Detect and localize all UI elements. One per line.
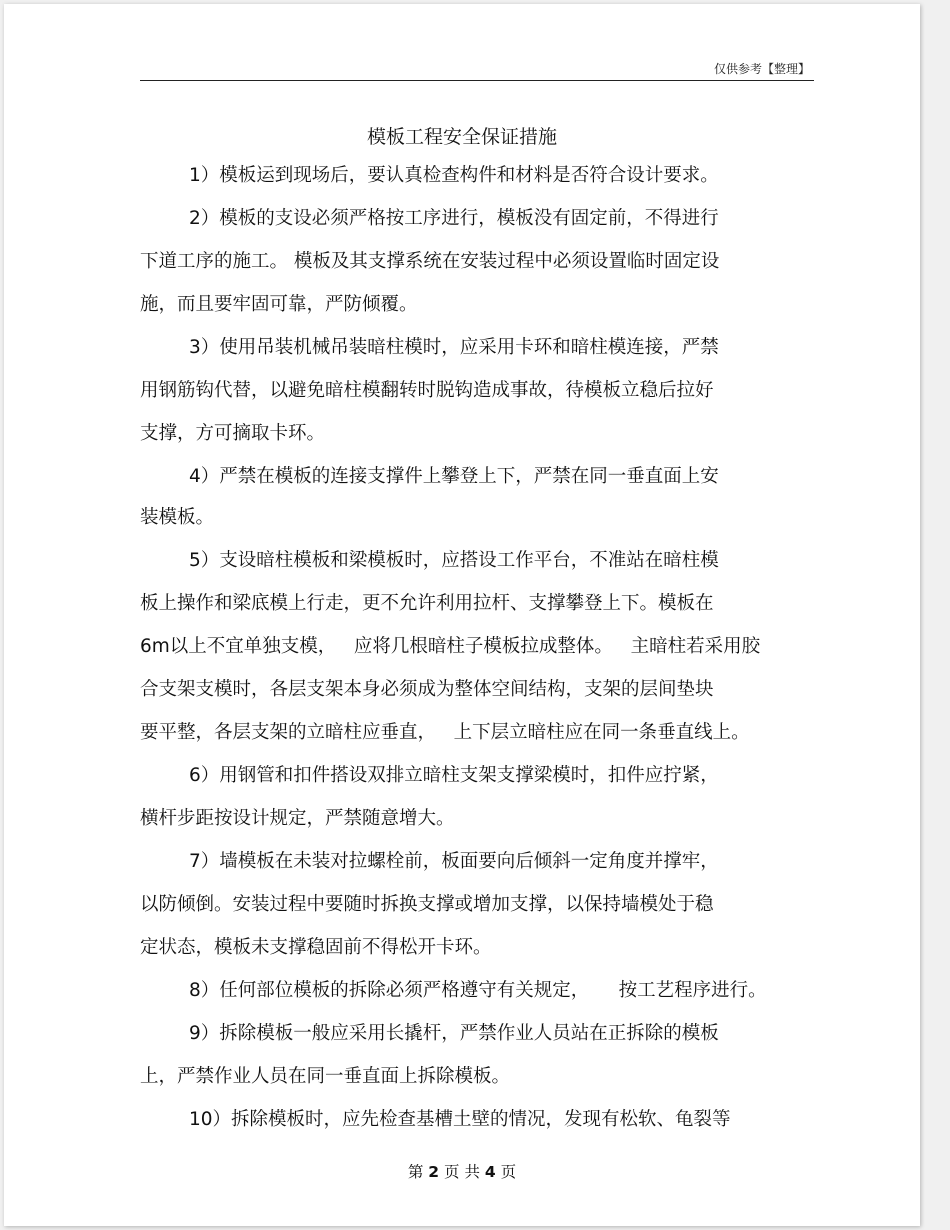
- text-line: 10）拆除模板时，应先检查基槽土壁的情况，发现有松软、龟裂等: [189, 1109, 731, 1130]
- text-line: 以防倾倒。安装过程中要随时拆换支撑或增加支撑，以保持墙模处于稳: [140, 894, 714, 915]
- text-line: 要平整，各层支架的立暗柱应垂直， 上下层立暗柱应在同一条垂直线上。: [140, 722, 750, 743]
- text-line: 2）模板的支设必须严格按工序进行，模板没有固定前，不得进行: [189, 208, 719, 229]
- text-line: 6）用钢管和扣件搭设双排立暗柱支架支撑梁模时，扣件应拧紧，: [189, 765, 719, 786]
- text-line: 横杆步距按设计规定，严禁随意增大。: [140, 808, 455, 829]
- text-line: 板上操作和梁底模上行走，更不允许利用拉杆、支撑攀登上下。模板在: [140, 593, 714, 614]
- current-page-number: 2: [428, 1163, 440, 1181]
- text-line: 定状态，模板未支撑稳固前不得松开卡环。: [140, 937, 492, 958]
- text-line: 下道工序的施工。 模板及其支撑系统在安装过程中必须设置临时固定设: [140, 251, 720, 272]
- text-line: 支撑，方可摘取卡环。: [140, 423, 326, 444]
- text-line: 6m以上不宜单独支模， 应将几根暗柱子模板拉成整体。 主暗柱若采用胶: [140, 636, 761, 657]
- text-line: 7）墙模板在未装对拉螺栓前，板面要向后倾斜一定角度并撑牢，: [189, 851, 719, 872]
- text-line: 9）拆除模板一般应采用长撬杆，严禁作业人员站在正拆除的模板: [189, 1023, 719, 1044]
- footer-prefix: 第: [407, 1163, 424, 1181]
- header-divider: [140, 80, 814, 81]
- text-line: 装模板。: [140, 507, 215, 528]
- document-title: 模板工程安全保证措施: [366, 126, 557, 148]
- text-line: 8）任何部位模板的拆除必须严格遵守有关规定， 按工艺程序进行。: [189, 980, 767, 1001]
- text-line: 施，而且要牢固可靠，严防倾覆。: [140, 294, 418, 315]
- footer-middle: 页 共: [444, 1163, 480, 1181]
- text-line: 4）严禁在模板的连接支撑件上攀登上下，严禁在同一垂直面上安: [189, 466, 719, 487]
- total-page-count: 4: [484, 1163, 496, 1181]
- text-line: 用钢筋钩代替，以避免暗柱模翻转时脱钩造成事故，待模板立稳后拉好: [140, 380, 714, 401]
- text-line: 1）模板运到现场后，要认真检查构件和材料是否符合设计要求。: [189, 165, 719, 186]
- header-note: 仅供参考【整理】: [713, 62, 810, 76]
- page-footer: [4, 1160, 920, 1182]
- document-page: [4, 4, 920, 1226]
- text-line: 3）使用吊装机械吊装暗柱模时，应采用卡环和暗柱模连接，严禁: [189, 337, 719, 358]
- text-line: 合支架支模时，各层支架本身必须成为整体空间结构，支架的层间垫块: [140, 679, 714, 700]
- text-line: 上，严禁作业人员在同一垂直面上拆除模板。: [140, 1066, 511, 1087]
- text-line: 5）支设暗柱模板和梁模板时，应搭设工作平台，不准站在暗柱模: [189, 550, 719, 571]
- footer-suffix: 页: [500, 1163, 517, 1181]
